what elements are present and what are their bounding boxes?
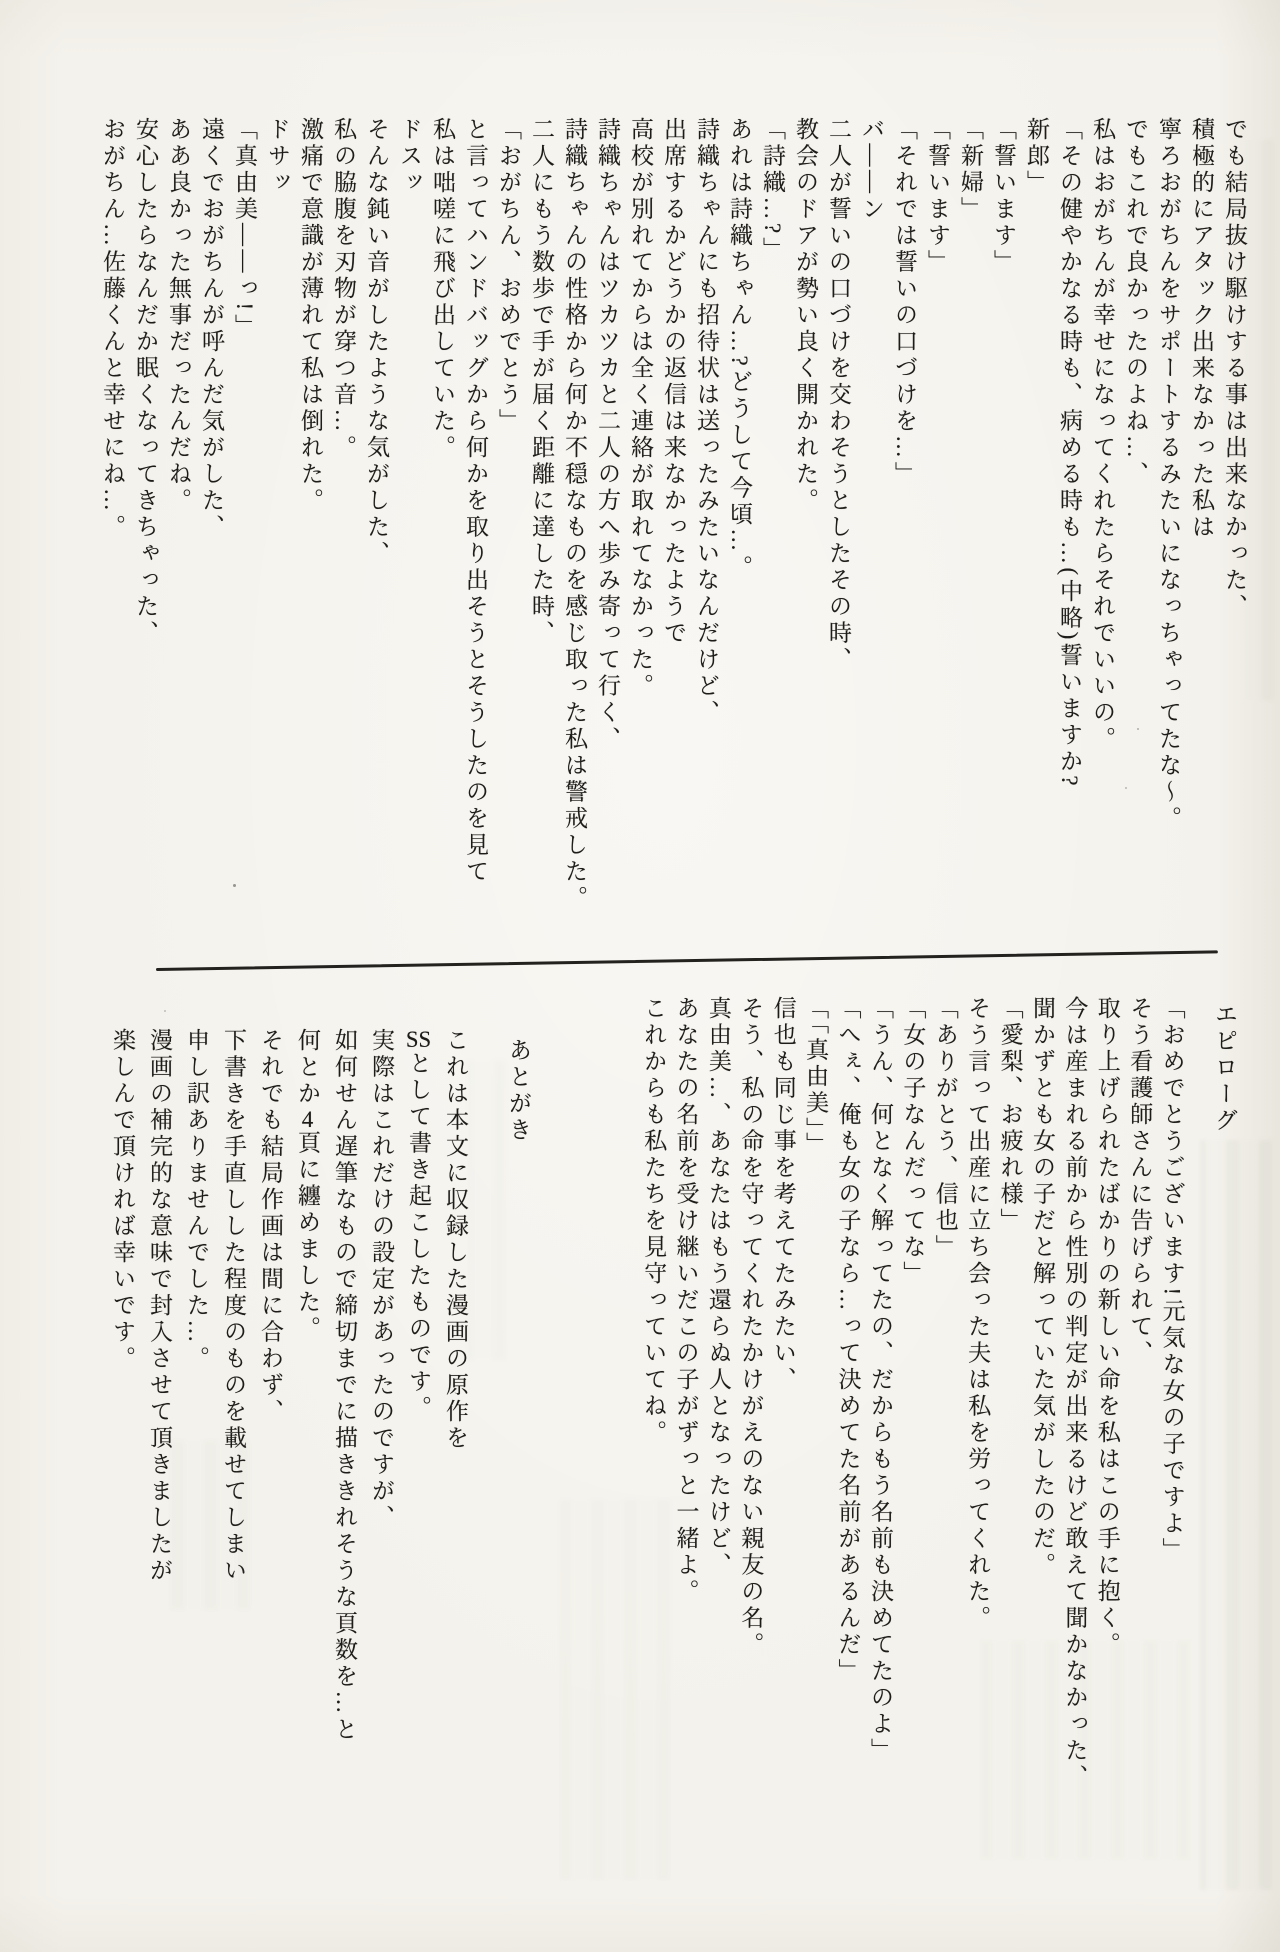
- afterword-line: 漫画の補完的な意味で封入させて頂きましたが: [147, 1028, 172, 1585]
- story-line: 二人にもう数歩で手が届く距離に達した時、: [529, 117, 554, 647]
- story-line: 高校が別れてからは全く連絡が取れてなかった。: [628, 117, 653, 700]
- story-line: ドサッ: [265, 117, 290, 197]
- story-line: 「真由美――っ!」: [232, 117, 257, 341]
- epilogue-line: 「おめでとうございます!元気な女の子ですよ」: [1159, 996, 1185, 1564]
- story-line: 詩織ちゃんにも招待状は送ったみたいなんだけど、: [694, 117, 719, 727]
- story-section: [96, 117, 1251, 977]
- dust-speck: [1137, 728, 1139, 730]
- story-line: 寧ろおがちんをサポートするみたいになっちゃってたな〜。: [1156, 117, 1181, 833]
- epilogue-line: 「うん、何となく解ってたの、だからもう名前も決めてたのよ」: [867, 996, 893, 1765]
- story-line: でも結局抜け駆けする事は出来なかった、: [1222, 117, 1247, 621]
- story-line: 「それでは誓いの口づけを…」: [892, 117, 917, 488]
- afterword-line: それでも結局作画は間に合わず、: [258, 1028, 283, 1426]
- story-line: そんな鈍い音がしたような気がした、: [364, 117, 389, 568]
- story-line: 私は咄嗟に飛び出していた。: [430, 117, 455, 462]
- afterword-line: これは本文に収録した漫画の原作を: [443, 1028, 468, 1452]
- epilogue-line: そう看護師さんに告げられて、: [1127, 996, 1153, 1367]
- story-line: 二人が誓いの口づけを交わそうとしたその時、: [826, 117, 851, 674]
- story-line: ああ良かった無事だったんだね。: [166, 117, 191, 515]
- story-line: おがちん…佐藤くんと幸せにね…。: [100, 117, 125, 541]
- story-line: 「誓います」: [925, 117, 950, 276]
- story-line: あれは詩織ちゃん…?どうして今頃…。: [727, 117, 752, 582]
- epilogue-line: 「女の子なんだってな」: [900, 996, 926, 1288]
- epilogue-line: 「愛梨、お疲れ様」: [997, 996, 1023, 1235]
- story-line: 詩織ちゃんはツカツカと二人の方へ歩み寄って行く、: [595, 117, 620, 753]
- epilogue-line: あなたの名前を受け継いだこの子がずっと一緒よ。: [673, 996, 699, 1606]
- afterword-line: SSとして書き起こしたものです。: [405, 1028, 432, 1422]
- story-line: 「新婦」: [958, 117, 983, 223]
- epilogue-line: 聞かずとも女の子だと解っていた気がしたのだ。: [1029, 996, 1055, 1579]
- story-line: 激痛で意識が薄れて私は倒れた。: [298, 117, 323, 515]
- epilogue-line: 信也も同じ事を考えてたみたい、: [770, 996, 796, 1394]
- story-line: 教会のドアが勢い良く開かれた。: [793, 117, 818, 515]
- story-line: 私はおがちんが幸せになってくれたらそれでいいの。: [1090, 117, 1115, 753]
- afterword-line: 楽しんで頂ければ幸いです。: [110, 1028, 135, 1373]
- afterword-line: 実際はこれだけの設定があったのですが、: [369, 1028, 394, 1532]
- epilogue-line: そう言って出産に立ち会った夫は私を労ってくれた。: [965, 996, 991, 1632]
- story-line: 「その健やかなる時も、病める時も…(中略)誓いますか?: [1057, 117, 1082, 790]
- story-line: 「おがちん、おめでとう」: [496, 117, 521, 435]
- story-line: 積極的にアタック出来なかった私は: [1189, 117, 1214, 541]
- story-line: 詩織ちゃんの性格から何か不穏なものを感じ取った私は警戒した。: [562, 117, 587, 912]
- story-line: 「詩織…?」: [760, 117, 785, 264]
- story-line: 出席するかどうかの返信は来なかったようで: [661, 117, 686, 647]
- dust-speck: [164, 1010, 166, 1012]
- afterword-section: [104, 1028, 537, 1828]
- story-line: 「誓います」: [991, 117, 1016, 276]
- epilogue-line: これからも私たちを見守っていてね。: [641, 996, 667, 1447]
- afterword-heading: あとがき: [506, 1038, 531, 1144]
- story-line: 安心したらなんだか眠くなってきちゃった、: [133, 117, 158, 647]
- epilogue-line: そう、私の命を守ってくれたかけがえのない親友の名。: [738, 996, 764, 1659]
- story-line: と言ってハンドバッグから何かを取り出そうとそうしたのを見て: [463, 117, 488, 886]
- story-line: でもこれで良かったのよね…、: [1123, 117, 1148, 488]
- story-line: バ――ン: [859, 117, 884, 223]
- afterword-line: 如何せん遅筆なもので締切までに描ききれそうな頁数を…と: [332, 1028, 357, 1744]
- dust-speck: [1125, 787, 1127, 789]
- afterword-line: 下書きを手直しした程度のものを載せてしまい: [221, 1028, 246, 1585]
- epilogue-line: 「ありがとう、信也」: [932, 996, 958, 1261]
- story-line: 私の脇腹を刃物が穿つ音…。: [331, 117, 356, 462]
- epilogue-line: 「へぇ、俺も女の子なら…って決めてた名前があるんだ」: [835, 996, 861, 1685]
- epilogue-line: 取り上げられたばかりの新しい命を私はこの手に抱く。: [1094, 996, 1120, 1659]
- story-line: ドスッ: [397, 117, 422, 197]
- afterword-line: 申し訳ありませんでした…。: [184, 1028, 209, 1373]
- story-line: 遠くでおがちんが呼んだ気がした、: [199, 117, 224, 541]
- story-line: 新郎」: [1024, 117, 1049, 197]
- epilogue-heading: エピローグ: [1212, 1002, 1237, 1135]
- epilogue-section: [637, 996, 1240, 1826]
- epilogue-line: 真由美…、あなたはもう還らぬ人となったけど、: [705, 996, 731, 1579]
- epilogue-line: 「「真由美」」: [803, 996, 829, 1159]
- dust-speck: [233, 884, 236, 887]
- afterword-line: 何とか4頁に纏めました。: [295, 1028, 320, 1343]
- epilogue-line: 今は産まれる前から性別の判定が出来るけど敢えて聞かなかった、: [1062, 996, 1088, 1791]
